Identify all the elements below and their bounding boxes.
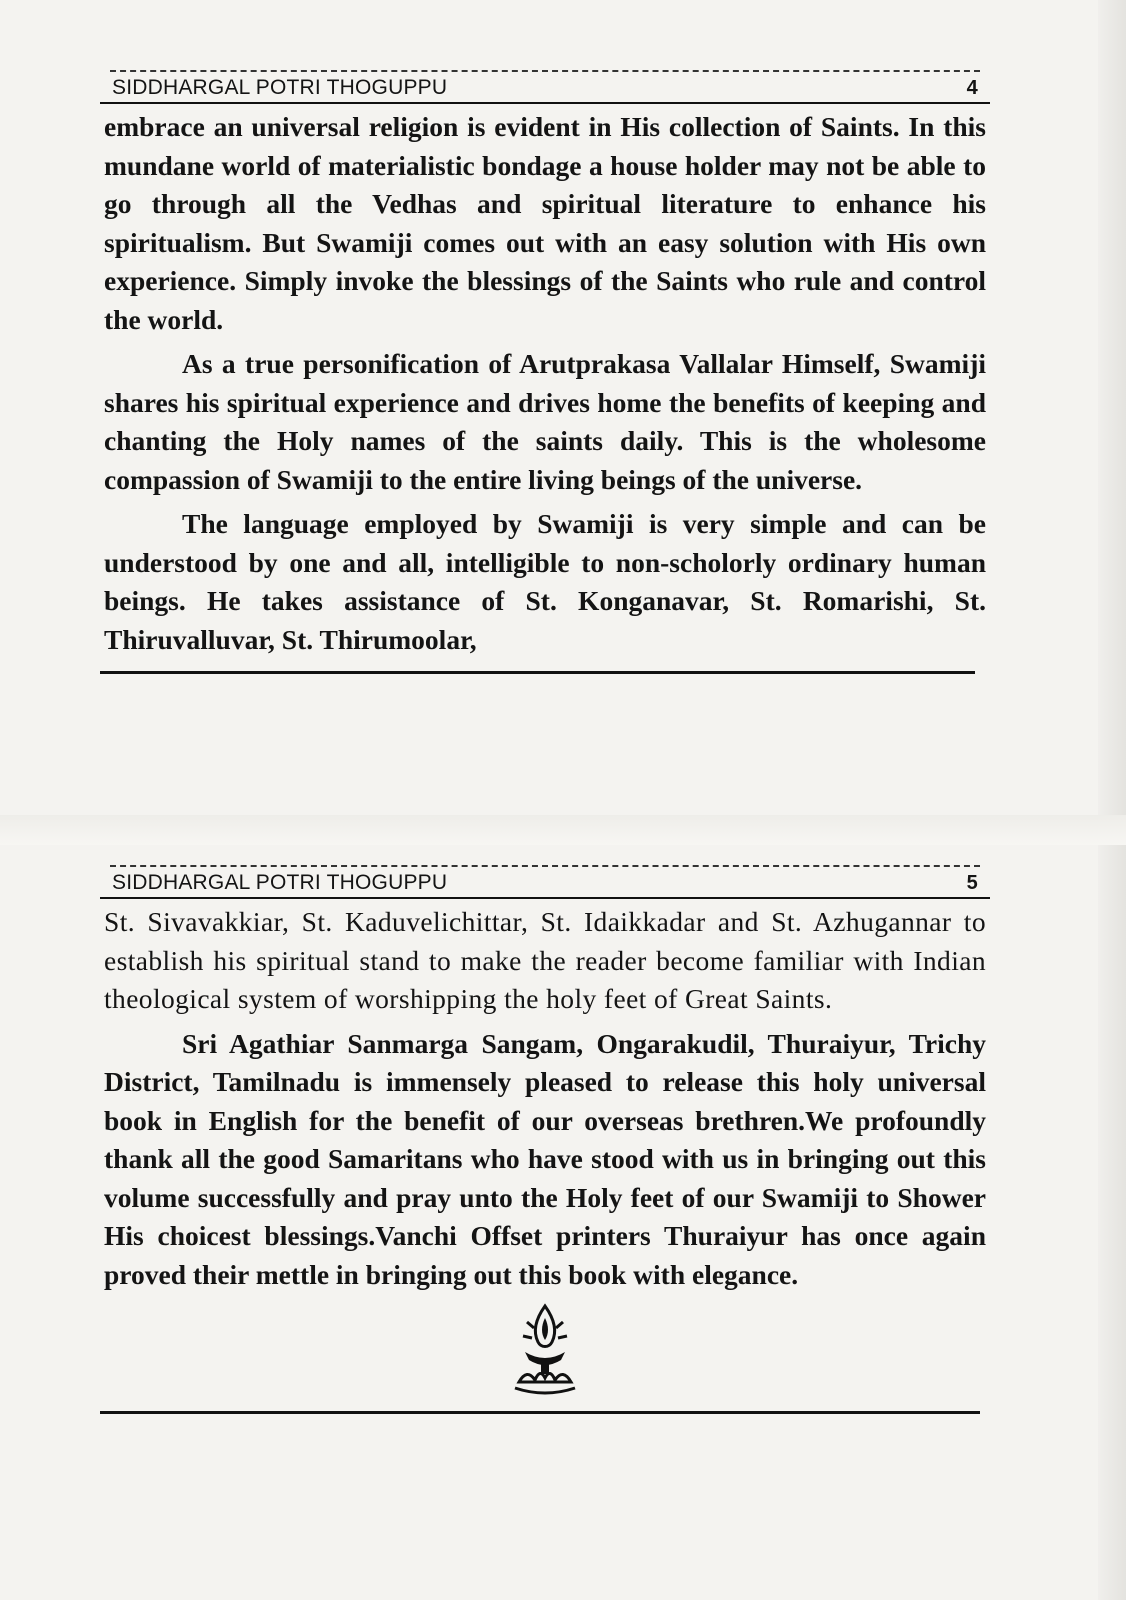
running-header [100, 867, 990, 899]
running-title: SIDDHARGAL POTRI THOGUPPU [112, 76, 448, 99]
page-number: 4 [966, 77, 978, 99]
page-body [100, 104, 990, 659]
lamp-ornament-icon [505, 1302, 585, 1397]
paragraph: As a true personification of Arutprakasa Vallalar Himself, Swamiji shares his spiritual experience and drives home the benefits of keeping and chanting the Holy names of the saints daily. This is the wholesome compassion of Swamiji to the entire living beings of the universe. [104, 348, 986, 495]
paragraph: embrace an universal religion is evident in His collection of Saints. In this mundane world of materialistic bondage a house holder may not be able to go through all the Vedhas and spiritual literature to enhance his spiritualism. But Swamiji comes out with an easy solution with His own experience. Simply invoke the blessings of the Saints who rule and control the world. [104, 111, 986, 335]
page-body [100, 899, 990, 1294]
running-title: SIDDHARGAL POTRI THOGUPPU [112, 871, 448, 894]
paragraph: The language employed by Swamiji is very simple and can be understood by one and all, intelligible to non-scholorly ordinary human beings. He takes assistance of St. Konganavar, St. Romarishi, St. Thiruvalluvar, St. Thirumoolar, [104, 508, 986, 655]
running-header [100, 72, 990, 104]
footer-rule [100, 1411, 980, 1414]
footer-rule [100, 671, 975, 674]
paragraph: St. Sivavakkiar, St. Kaduvelichittar, St. Idaikkadar and St. Azhugannar to establish his spiritual stand to make the reader become familiar with Indian theological system of worshipping the holy feet of Great Saints. [104, 906, 986, 1014]
page-4 [100, 70, 990, 674]
scan-edge [1098, 0, 1126, 1600]
page-divider [0, 815, 1126, 845]
paragraph: Sri Agathiar Sanmarga Sangam, Ongarakudil, Thuraiyur, Trichy District, Tamilnadu is immensely pleased to release this holy universal book in English for the benefit of our overseas brethren.We profoundly thank all the good Samaritans who have stood with us in bringing out this volume successfully and pray unto the Holy feet of our Swamiji to Shower His choicest blessings.Vanchi Offset printers Thuraiyur has once again proved their mettle in bringing out this book with elegance. [104, 1027, 986, 1290]
page-number: 5 [966, 872, 978, 894]
page-5 [100, 865, 990, 1414]
